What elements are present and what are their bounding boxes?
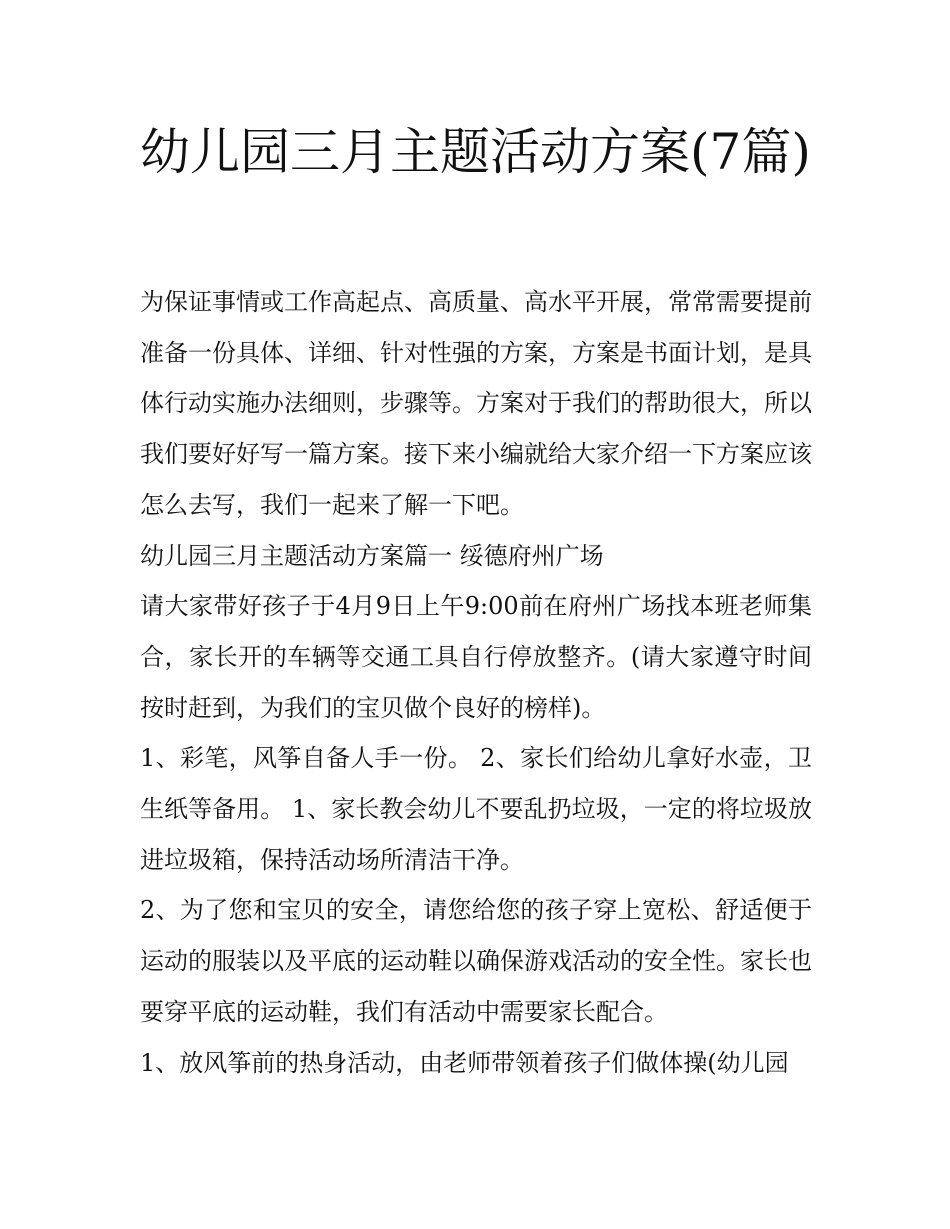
- section-heading: 幼儿园三月主题活动方案篇一 绥德府州广场: [140, 541, 604, 570]
- paragraph-intro: 为保证事情或工作高起点、高质量、高水平开展，常常需要提前准备一份具体、详细、针对性强的方案，方案是书面计划，是具体行动实施办法细则，步骤等。方案对于我们的帮助很大，所以我们要好好写一篇方案。接下来小编就给大家介绍一下方案应该怎么去写，我们一起来了解一下吧。: [140, 288, 812, 519]
- paragraph-activity: 1、放风筝前的热身活动，由老师带领着孩子们做体操(幼儿园: [140, 1048, 789, 1077]
- document-page: [140, 0, 812, 1229]
- paragraph-gathering: 请大家带好孩子于4月9日上午9:00前在府州广场找本班老师集合，家长开的车辆等交通工具自行停放整齐。(请大家遵守时间按时赶到，为我们的宝贝做个良好的榜样)。: [140, 592, 812, 722]
- document-body: [140, 277, 812, 1088]
- paragraph-safety: 2、为了您和宝贝的安全，请您给您的孩子穿上宽松、舒适便于运动的服装以及平底的运动鞋以确保游戏活动的安全性。家长也要穿平底的运动鞋，我们有活动中需要家长配合。: [140, 896, 812, 1026]
- paragraph-preparation: 1、彩笔，风筝自备人手一份。 2、家长们给幼儿拿好水壶，卫生纸等备用。 1、家长教会幼儿不要乱扔垃圾，一定的将垃圾放进垃圾箱，保持活动场所清洁干净。: [140, 744, 812, 874]
- document-title: 幼儿园三月主题活动方案(7篇): [140, 123, 811, 181]
